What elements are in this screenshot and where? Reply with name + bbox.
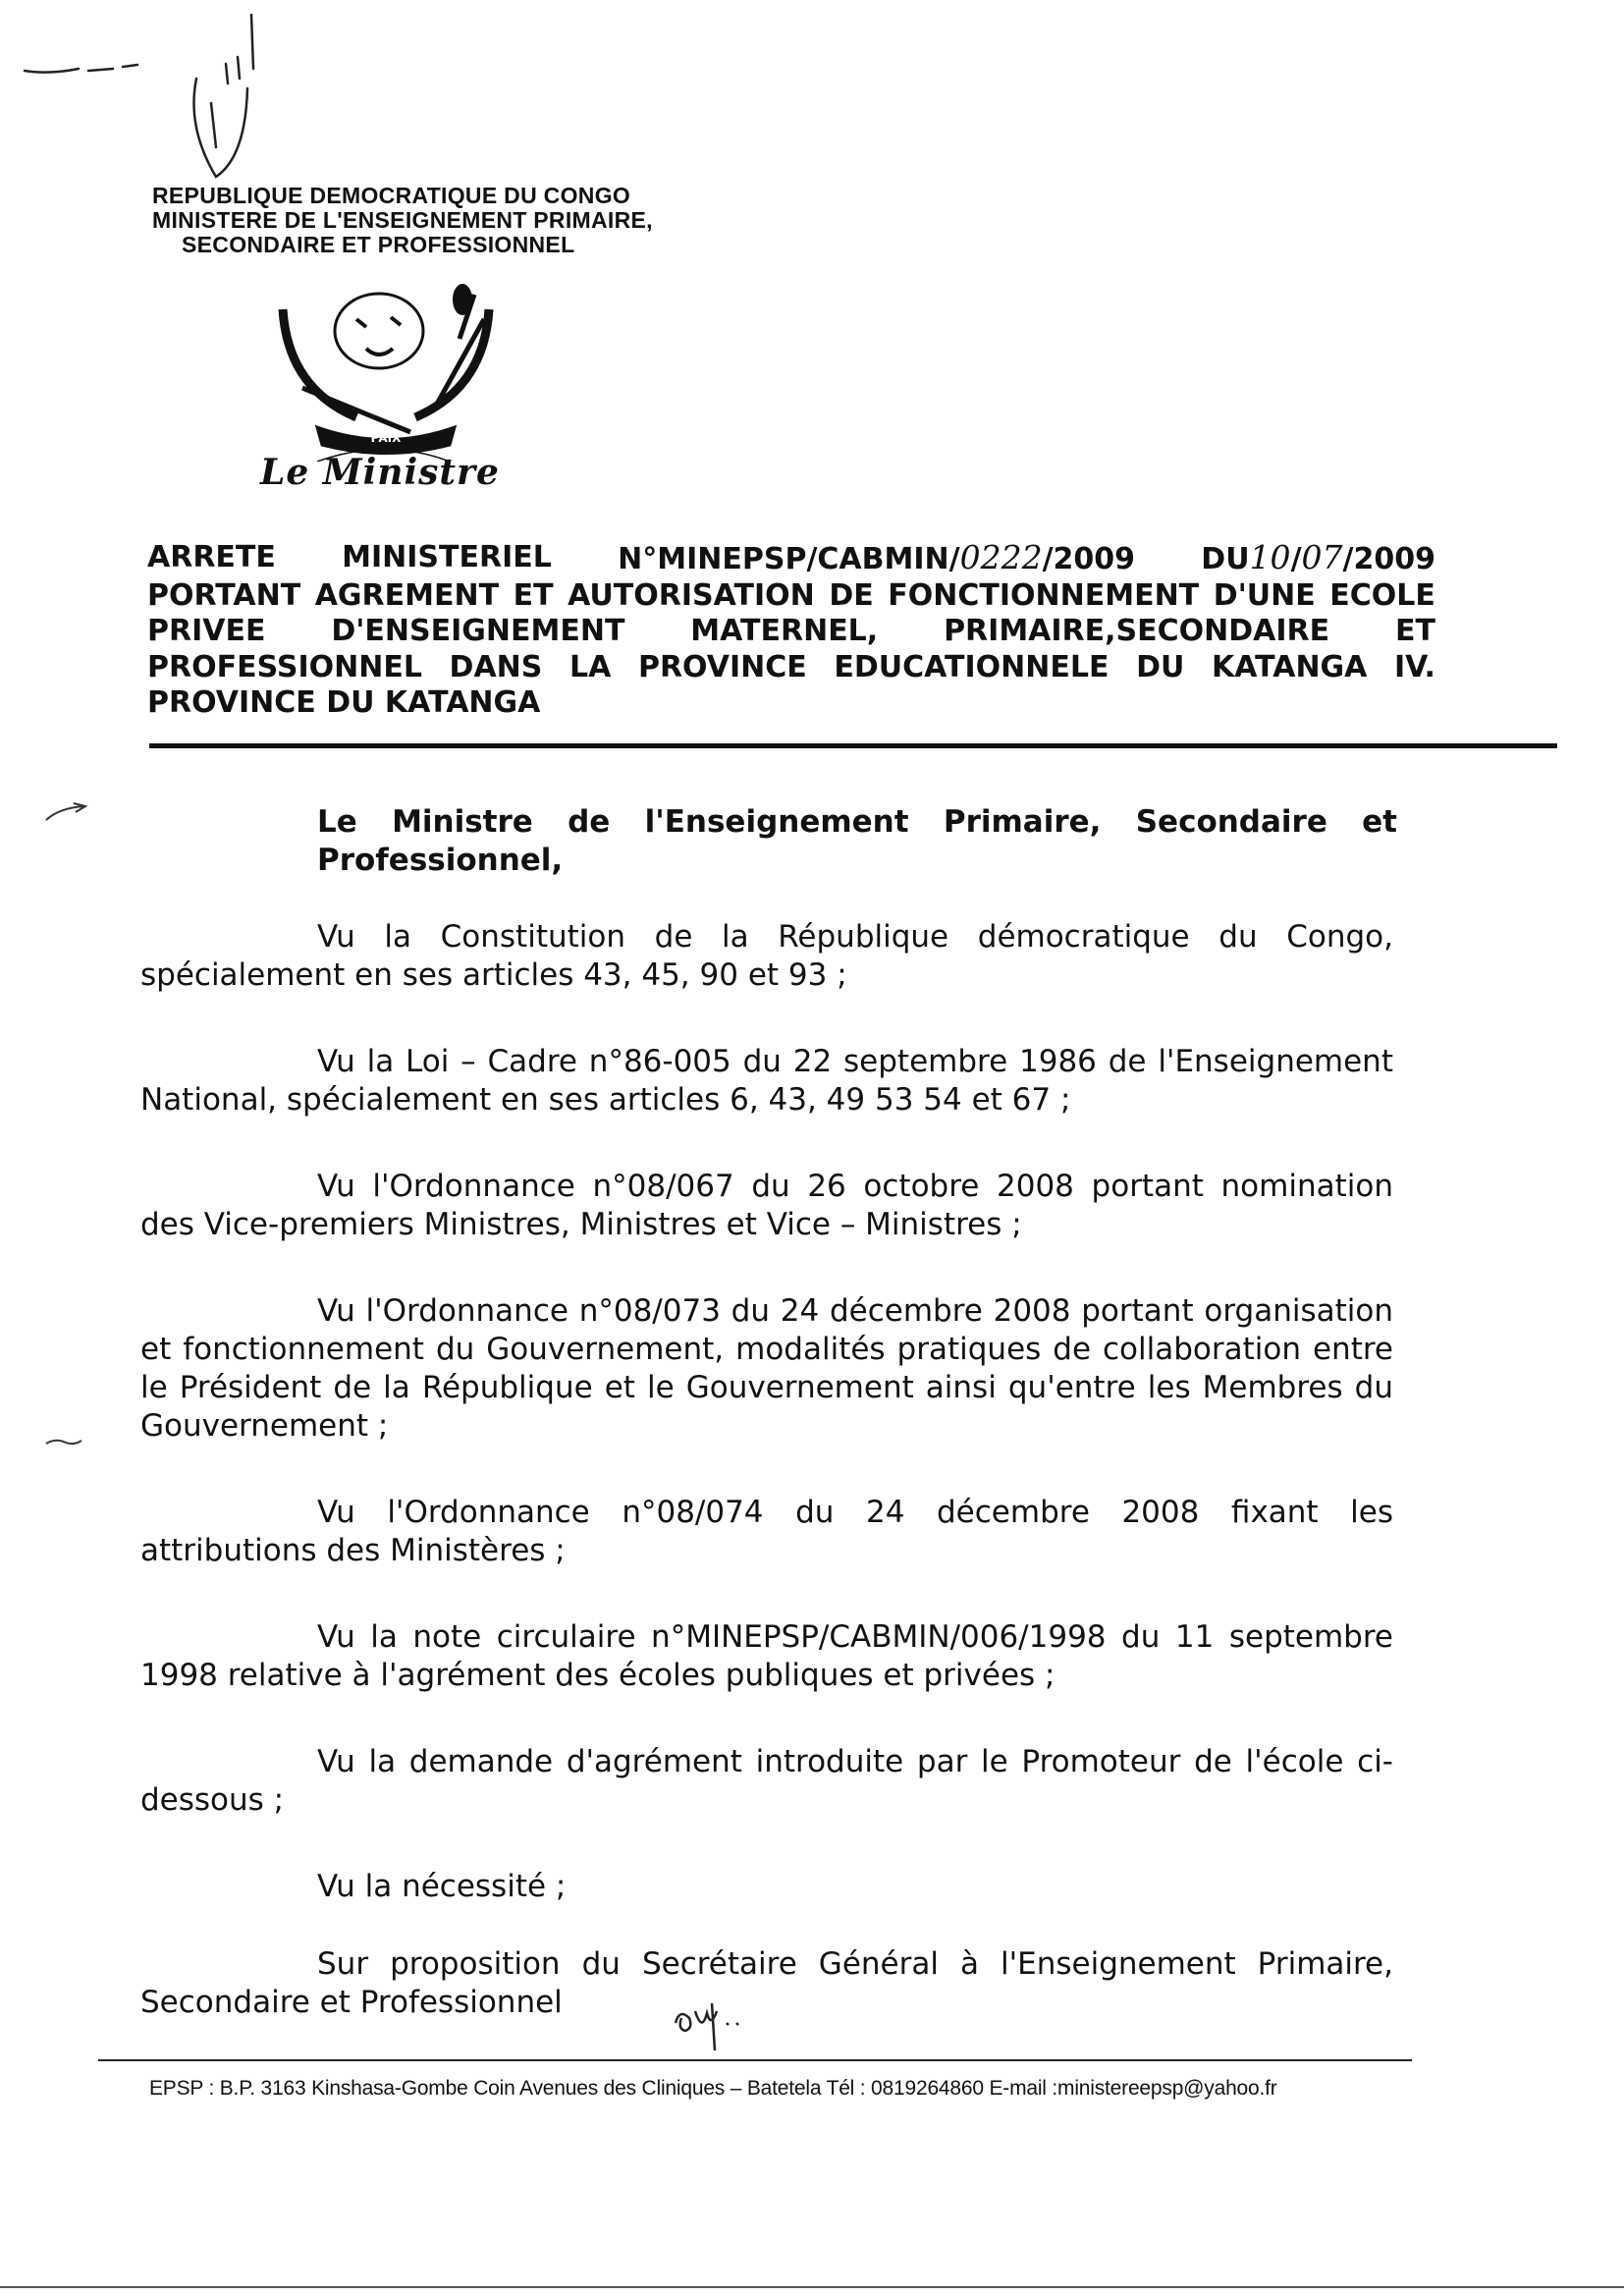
arrete-date-separator: / [1290, 542, 1302, 576]
arrete-reference-prefix: N°MINEPSP/CABMIN/ [618, 542, 960, 576]
arrete-word: ET [1395, 614, 1435, 648]
considerant-paragraph: Vu l'Ordonnance n°08/067 du 26 octobre 2008 portant nomination des Vice-premiers Ministres, Ministres et Vice – Ministres ; [140, 1169, 1393, 1242]
footer-contact: EPSP : B.P. 3163 Kinshasa-Gombe Coin Avenues des Cliniques – Batetela Tél : 0819264860 E-mail :ministereepsp@yahoo.fr [149, 2077, 1277, 2100]
considerant-paragraph: Vu la Constitution de la République démocratique du Congo, spécialement en ses articles 43, 45, 90 et 93 ; [140, 919, 1393, 993]
scan-edge-line [0, 2286, 1624, 2288]
arrete-word: AUTORISATION [568, 577, 815, 613]
arrete-reference-year: /2009 [1042, 542, 1136, 576]
considerant-paragraph: Vu l'Ordonnance n°08/074 du 24 décembre 2008 fixant les attributions des Ministères ; [140, 1495, 1393, 1568]
arrete-handwritten-day: 10 [1249, 538, 1291, 576]
arrete-word: PROVINCE [637, 649, 807, 684]
letterhead [152, 184, 653, 257]
arrete-title [147, 540, 1435, 722]
margin-mark-icon [44, 800, 88, 825]
initials-signature-icon [668, 1994, 756, 2052]
arrete-word: DE [829, 577, 874, 613]
considerant-paragraph: Vu la note circulaire n°MINEPSP/CABMIN/006/1998 du 11 septembre 1998 relative à l'agrément des écoles publiques et privées ; [140, 1619, 1393, 1693]
arrete-du: DU [1201, 542, 1250, 576]
footer-divider [98, 2059, 1412, 2061]
arrete-word: EDUCATIONNELE [834, 649, 1110, 684]
considerant-paragraph: Vu la nécessité ; [317, 1869, 567, 1904]
letterhead-republic: REPUBLIQUE DEMOCRATIQUE DU CONGO [152, 183, 631, 208]
coat-of-arms-emblem [263, 280, 509, 462]
arrete-word: FONCTIONNEMENT [888, 577, 1200, 613]
letterhead-ministry: MINISTERE DE L'ENSEIGNEMENT PRIMAIRE, [152, 207, 653, 233]
arrete-line-3 [147, 614, 1435, 650]
arrete-word: MINISTERIEL [342, 540, 552, 574]
arrete-reference [618, 540, 1135, 578]
arrete-word: AGREMENT [314, 577, 500, 613]
document-body [140, 918, 1393, 2070]
arrete-line-5: PROVINCE DU KATANGA [147, 685, 541, 720]
letterhead-ministry-cont: SECONDAIRE ET PROFESSIONNEL [182, 232, 575, 257]
arrete-line-2 [147, 578, 1435, 615]
arrete-word: LA [569, 649, 612, 684]
considerant-paragraph: Sur proposition du Secrétaire Général à l'Enseignement Primaire, Secondaire et Professionnel [140, 1946, 1393, 2020]
handwritten-mark [20, 10, 275, 182]
considerant-paragraph: Vu la demande d'agrément introduite par le Promoteur de l'école ci-dessous ; [140, 1744, 1393, 1818]
arrete-word: IV. [1394, 649, 1435, 684]
arrete-word: DU [1136, 649, 1185, 684]
arrete-word: PORTANT [147, 577, 301, 613]
arrete-word: D'ENSEIGNEMENT [331, 614, 625, 648]
arrete-word: MATERNEL, [690, 614, 879, 648]
arrete-line-4 [147, 650, 1435, 686]
arrete-handwritten-number: 0222 [959, 538, 1043, 576]
arrete-word: ARRETE [147, 540, 276, 574]
arrete-date [1201, 540, 1435, 578]
considerant-paragraph: Vu la Loi – Cadre n°86-005 du 22 septembre 1986 de l'Enseignement National, spécialement en ses articles 6, 43, 49 53 54 et 67 ; [140, 1044, 1393, 1118]
arrete-word: KATANGA [1211, 649, 1368, 684]
arrete-word: D'UNE [1213, 577, 1316, 613]
arrete-word: ECOLE [1329, 577, 1435, 613]
arrete-date-year: /2009 [1342, 542, 1435, 576]
margin-mark-icon [44, 1436, 83, 1449]
considerant-paragraph: Vu l'Ordonnance n°08/073 du 24 décembre 2008 portant organisation et fonctionnement du Gouvernement, modalités pratiques de collaboration entre le Président de la République et le Gouvernement ainsi qu'entre les Membres du Gouvernement ; [140, 1293, 1393, 1444]
arrete-word: PROFESSIONNEL [147, 649, 422, 684]
emblem-motto: PAIX [370, 431, 402, 445]
preamble: Le Ministre de l'Enseignement Primaire, Secondaire et Professionnel, [317, 804, 1397, 878]
arrete-handwritten-month: 07 [1301, 538, 1343, 576]
arrete-word: ET [513, 577, 554, 613]
arrete-word: DANS [449, 649, 543, 684]
ministre-title: Le Ministre [260, 452, 500, 493]
arrete-line-1 [147, 540, 1435, 578]
arrete-word: PRIVEE [147, 614, 266, 648]
arrete-word: PRIMAIRE,SECONDAIRE [944, 614, 1330, 648]
title-divider [149, 743, 1557, 748]
